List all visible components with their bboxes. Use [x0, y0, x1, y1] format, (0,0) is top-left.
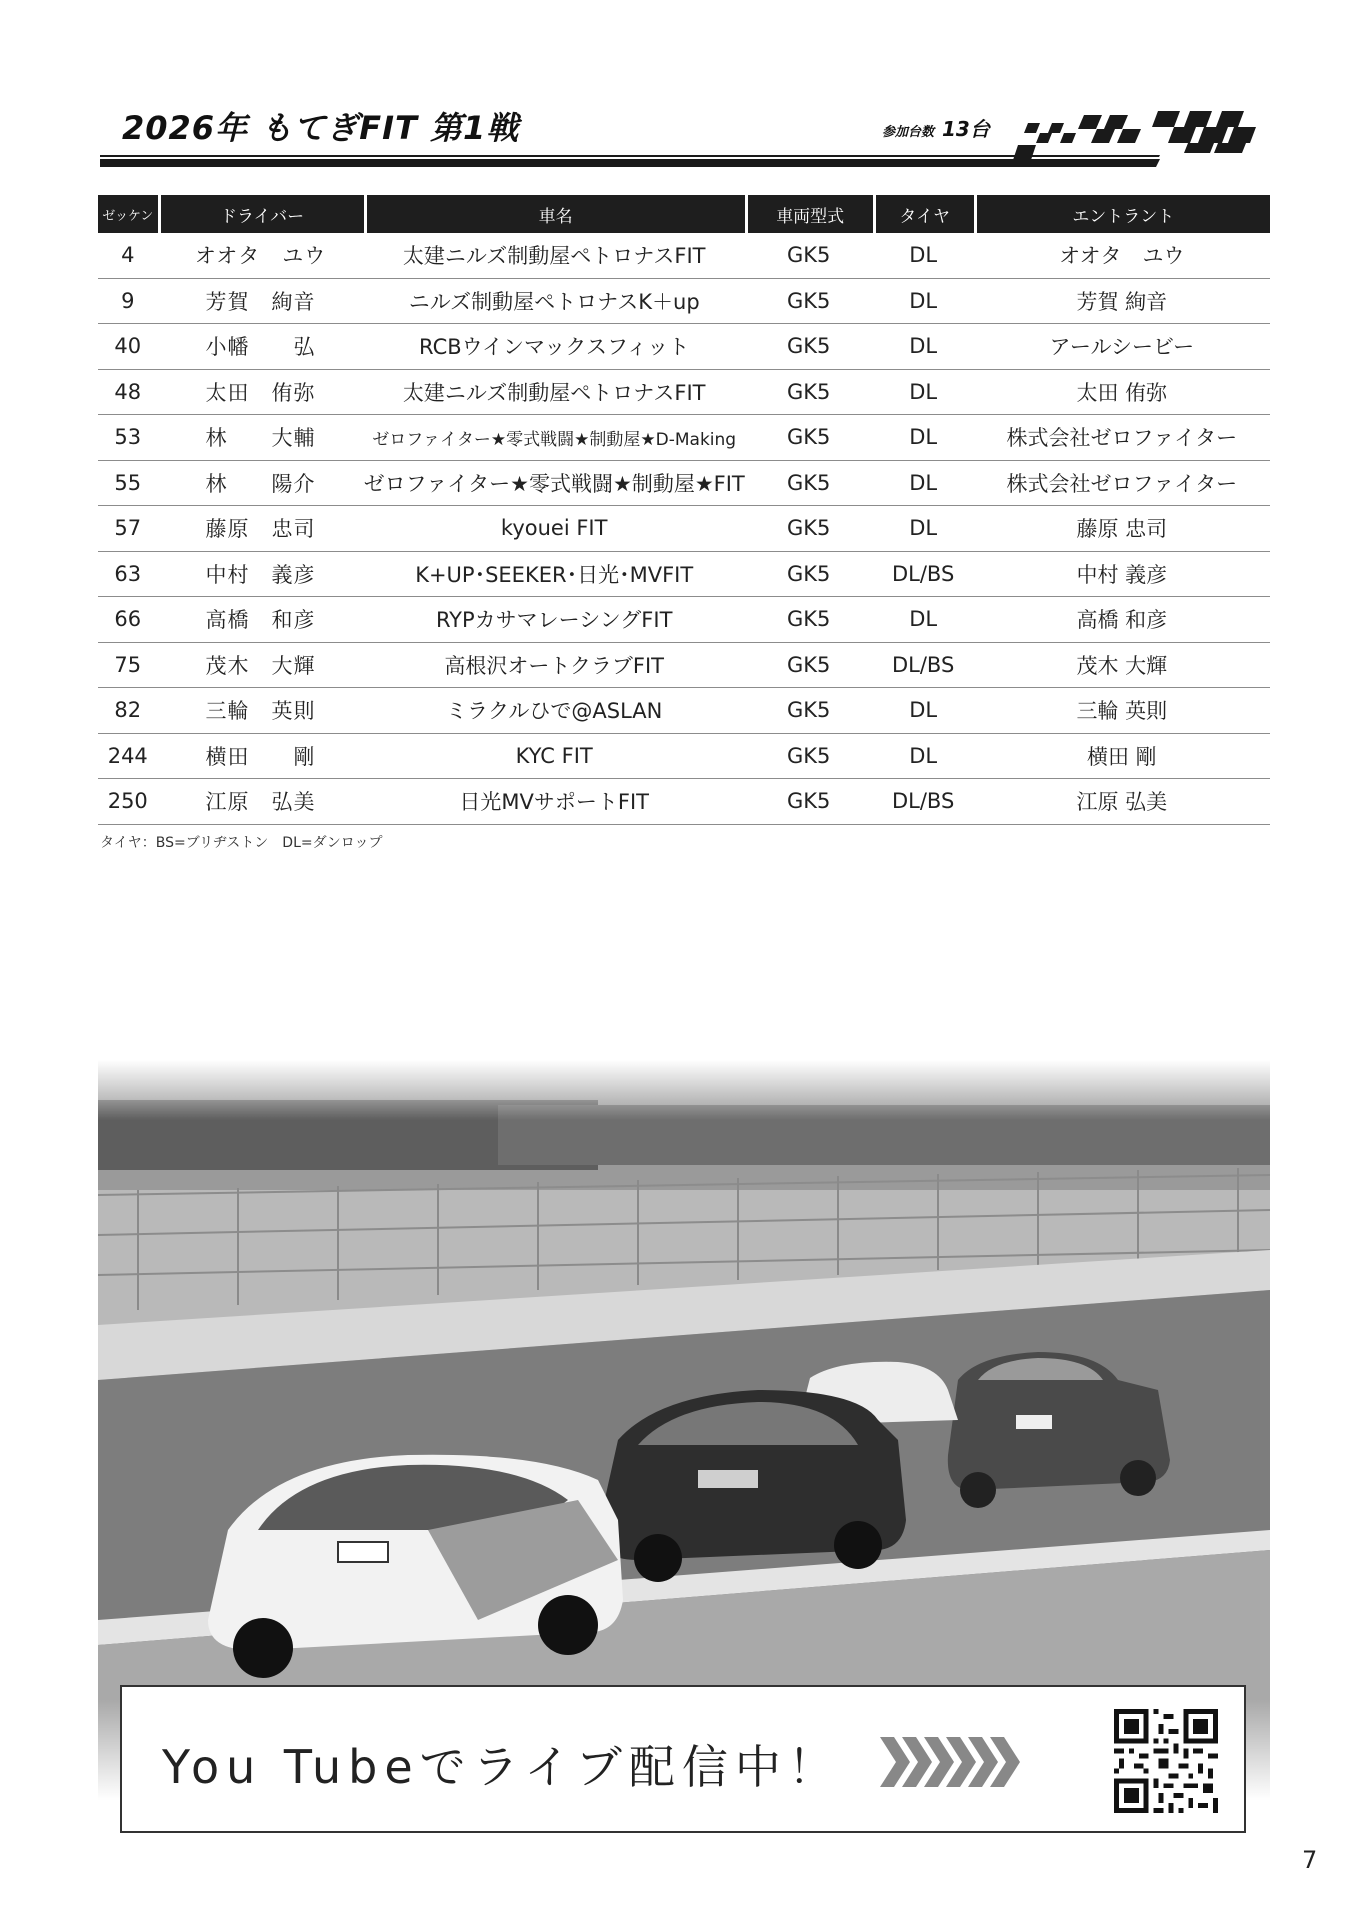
cell-car: 太建ニルズ制動屋ペトロナスFIT	[364, 370, 745, 416]
table-row	[98, 552, 1270, 598]
page-header	[100, 95, 1270, 175]
cell-model: GK5	[745, 279, 873, 325]
cell-tire: DL	[873, 370, 974, 416]
table-row	[98, 279, 1270, 325]
youtube-live-text: You Tubeでライブ配信中！	[162, 1740, 841, 1794]
cell-driver: 林 大輔	[158, 415, 364, 461]
column-header-number: ゼッケン	[98, 195, 158, 233]
cell-entrant: 藤原 忠司	[974, 506, 1270, 552]
cell-tire: DL	[873, 324, 974, 370]
column-header-entrant: エントラント	[974, 195, 1270, 233]
entry-count-value: 13台	[942, 117, 990, 141]
cell-driver: 江原 弘美	[158, 779, 364, 825]
cell-car: kyouei FIT	[364, 506, 745, 552]
cell-driver: 小幡 弘	[158, 324, 364, 370]
tire-footnote: タイヤ：BS=ブリヂストン DL=ダンロップ	[100, 835, 383, 851]
column-header-driver: ドライバー	[158, 195, 364, 233]
cell-number: 75	[98, 643, 158, 689]
cell-tire: DL/BS	[873, 779, 974, 825]
cell-entrant: 横田 剛	[974, 734, 1270, 780]
cell-car: KYC FIT	[364, 734, 745, 780]
cell-tire: DL/BS	[873, 552, 974, 598]
cell-entrant: 三輪 英則	[974, 688, 1270, 734]
cell-number: 53	[98, 415, 158, 461]
cell-car: ミラクルひで@ASLAN	[364, 688, 745, 734]
cell-tire: DL	[873, 506, 974, 552]
table-header-row	[98, 195, 1270, 233]
cell-driver: 中村 義彦	[158, 552, 364, 598]
table-row	[98, 233, 1270, 279]
cell-entrant: 株式会社ゼロファイター	[974, 415, 1270, 461]
cell-tire: DL/BS	[873, 643, 974, 689]
cell-model: GK5	[745, 324, 873, 370]
cell-number: 244	[98, 734, 158, 780]
table-row	[98, 370, 1270, 416]
cell-number: 82	[98, 688, 158, 734]
page-number: 7	[1302, 1846, 1318, 1874]
checkered-flag-icon	[1018, 111, 1258, 155]
cell-entrant: 茂木 大輝	[974, 643, 1270, 689]
cell-tire: DL	[873, 415, 974, 461]
cell-driver: 三輪 英則	[158, 688, 364, 734]
cell-number: 250	[98, 779, 158, 825]
qr-code-icon	[1114, 1709, 1218, 1813]
cell-number: 4	[98, 233, 158, 279]
cell-tire: DL	[873, 734, 974, 780]
entry-count-label: 参加台数	[882, 125, 935, 140]
race-car-40	[598, 1390, 906, 1582]
table-row	[98, 688, 1270, 734]
table-row	[98, 734, 1270, 780]
cell-driver: 林 陽介	[158, 461, 364, 507]
cell-car: ゼロファイター★零式戦闘★制動屋★D-Making	[364, 415, 745, 461]
cell-driver: 芳賀 絢音	[158, 279, 364, 325]
cell-driver: 藤原 忠司	[158, 506, 364, 552]
cell-car: K+UP･SEEKER･日光･MVFIT	[364, 552, 745, 598]
cell-entrant: 中村 義彦	[974, 552, 1270, 598]
cell-model: GK5	[745, 552, 873, 598]
cell-entrant: 芳賀 絢音	[974, 279, 1270, 325]
cell-entrant: 江原 弘美	[974, 779, 1270, 825]
cell-model: GK5	[745, 415, 873, 461]
cell-model: GK5	[745, 597, 873, 643]
cell-model: GK5	[745, 461, 873, 507]
cell-car: RYPカサマレーシングFIT	[364, 597, 745, 643]
table-row	[98, 779, 1270, 825]
column-header-car: 車名	[364, 195, 745, 233]
cell-tire: DL	[873, 597, 974, 643]
table-row	[98, 597, 1270, 643]
cell-driver: 横田 剛	[158, 734, 364, 780]
cell-car: 日光MVサポートFIT	[364, 779, 745, 825]
cell-number: 9	[98, 279, 158, 325]
cell-tire: DL	[873, 233, 974, 279]
cell-model: GK5	[745, 643, 873, 689]
column-header-tire: タイヤ	[873, 195, 974, 233]
cell-number: 66	[98, 597, 158, 643]
cell-model: GK5	[745, 779, 873, 825]
cell-model: GK5	[745, 370, 873, 416]
youtube-live-banner	[120, 1685, 1246, 1833]
cell-car: ゼロファイター★零式戦闘★制動屋★FIT	[364, 461, 745, 507]
cell-car: ニルズ制動屋ペトロナスK＋up	[364, 279, 745, 325]
cell-car: 太建ニルズ制動屋ペトロナスFIT	[364, 233, 745, 279]
column-header-model: 車両型式	[745, 195, 873, 233]
chevron-arrows-icon	[880, 1737, 1040, 1787]
cell-entrant: 株式会社ゼロファイター	[974, 461, 1270, 507]
cell-entrant: 高橋 和彦	[974, 597, 1270, 643]
page-title: 2026年 もてぎFIT 第1戦	[122, 109, 520, 147]
cell-tire: DL	[873, 461, 974, 507]
cell-tire: DL	[873, 688, 974, 734]
table-row	[98, 461, 1270, 507]
table-row	[98, 643, 1270, 689]
cell-number: 48	[98, 370, 158, 416]
table-row	[98, 324, 1270, 370]
cell-driver: オオタ ユウ	[158, 233, 364, 279]
cell-car: 高根沢オートクラブFIT	[364, 643, 745, 689]
table-row	[98, 415, 1270, 461]
cell-entrant: 太田 侑弥	[974, 370, 1270, 416]
cell-number: 40	[98, 324, 158, 370]
cell-model: GK5	[745, 688, 873, 734]
cell-driver: 太田 侑弥	[158, 370, 364, 416]
cell-number: 55	[98, 461, 158, 507]
cell-driver: 高橋 和彦	[158, 597, 364, 643]
cell-model: GK5	[745, 233, 873, 279]
cell-car: RCBウインマックスフィット	[364, 324, 745, 370]
cell-entrant: オオタ ユウ	[974, 233, 1270, 279]
cell-tire: DL	[873, 279, 974, 325]
cell-number: 63	[98, 552, 158, 598]
cell-model: GK5	[745, 734, 873, 780]
cell-driver: 茂木 大輝	[158, 643, 364, 689]
cell-model: GK5	[745, 506, 873, 552]
entry-list-table	[98, 195, 1270, 825]
cell-entrant: アールシービー	[974, 324, 1270, 370]
entry-count	[882, 113, 990, 142]
table-row	[98, 506, 1270, 552]
cell-number: 57	[98, 506, 158, 552]
